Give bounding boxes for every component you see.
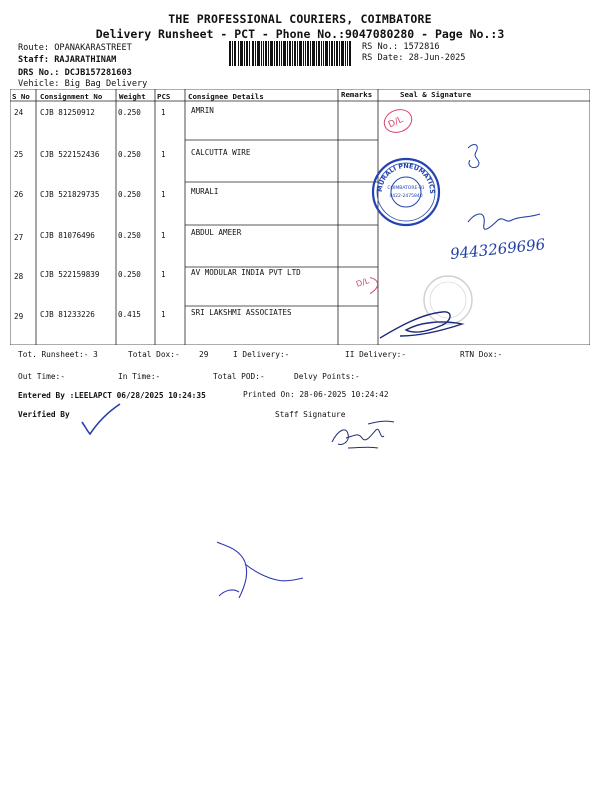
rs-date: RS Date: 28-Jun-2025	[362, 53, 466, 63]
row-consignee: MURALI	[191, 187, 219, 196]
signature-mark	[468, 214, 540, 229]
signature-mark	[468, 145, 479, 168]
company-stamp	[373, 159, 439, 225]
col-header-remarks: Remarks	[341, 90, 373, 99]
out-time: Out Time:-	[18, 372, 65, 381]
row-sno: 28	[14, 272, 24, 281]
in-time: In Time:-	[118, 372, 161, 381]
row-consignment: CJB 522159839	[40, 270, 100, 279]
rtn-dox: RTN Dox:-	[460, 350, 503, 359]
col-header-consignment: Consignment No	[40, 92, 103, 101]
col-header-pcs: PCS	[157, 92, 171, 101]
row-consignment: CJB 521829735	[40, 190, 100, 199]
col-header-sno: S No	[12, 92, 30, 101]
staff-signature-label: Staff Signature	[275, 410, 346, 419]
row-consignment: CJB 81250912	[40, 108, 95, 117]
row-weight: 0.250	[118, 190, 141, 199]
row-weight: 0.250	[118, 231, 141, 240]
rs-number: RS No.: 1572816	[362, 42, 440, 52]
handwritten-phone: 9443269696	[449, 235, 547, 264]
row-weight: 0.250	[118, 150, 141, 159]
svg-text:D/L: D/L	[386, 115, 405, 131]
row-consignment: CJB 81233226	[40, 310, 95, 319]
svg-text:MURALI PNEUMATICS: MURALI PNEUMATICS	[375, 161, 437, 194]
signature-mark	[380, 312, 462, 338]
document-subtitle: Delivery Runsheet - PCT - Phone No.:9047080280 - Page No.:3	[95, 27, 505, 41]
total-runsheet: Tot. Runsheet:- 3	[18, 350, 98, 359]
row-weight: 0.250	[118, 108, 141, 117]
row-sno: 27	[14, 233, 24, 242]
row-sno: 29	[14, 312, 24, 321]
vehicle-label: Vehicle: Big Bag Delivery	[18, 79, 148, 89]
svg-text:0422-2475840: 0422-2475840	[389, 194, 423, 199]
row-consignment: CJB 522152436	[40, 150, 100, 159]
drs-number: DRS No.: DCJB157281603	[18, 68, 132, 78]
row-weight: 0.250	[118, 270, 141, 279]
entered-by: Entered By :LEELAPCT 06/28/2025 10:24:35	[18, 391, 206, 400]
col-header-consignee: Consignee Details	[188, 92, 264, 101]
row-consignee: AV MODULAR INDIA PVT LTD	[191, 268, 301, 277]
row-pcs: 1	[161, 231, 166, 240]
route-label: Route: OPANAKARASTREET	[18, 43, 132, 53]
document-title: THE PROFESSIONAL COURIERS, COIMBATORE	[168, 12, 432, 26]
total-dox-label: Total Dox:-	[128, 350, 180, 359]
staff-signature-mark	[328, 418, 398, 452]
row-consignee: AMRIN	[191, 106, 214, 115]
svg-text:COIMBATORE-01: COIMBATORE-01	[387, 186, 425, 191]
row-sno: 26	[14, 190, 24, 199]
pen-scribble-mark	[205, 538, 305, 608]
row-pcs: 1	[161, 310, 166, 319]
col-header-weight: Weight	[119, 92, 146, 101]
row-consignee: SRI LAKSHMI ASSOCIATES	[191, 308, 292, 317]
staff-label: Staff: RAJARATHINAM	[18, 55, 117, 65]
ii-delivery: II Delivery:-	[345, 350, 407, 359]
dl-red-mark	[370, 274, 380, 300]
row-pcs: 1	[161, 150, 166, 159]
row-pcs: 1	[161, 270, 166, 279]
dl-red-text: D/L	[354, 276, 371, 289]
row-consignee: ABDUL AMEER	[191, 228, 242, 237]
row-pcs: 1	[161, 108, 166, 117]
col-header-seal: Seal & Signature	[400, 90, 472, 99]
row-pcs: 1	[161, 190, 166, 199]
total-dox-value: 29	[199, 350, 209, 359]
row-weight: 0.415	[118, 310, 141, 319]
faint-stamp	[424, 276, 472, 324]
barcode-icon	[229, 41, 351, 66]
row-sno: 25	[14, 150, 24, 159]
row-consignee: CALCUTTA WIRE	[191, 148, 251, 157]
dl-red-mark	[381, 106, 415, 136]
seal-signature-area	[370, 100, 590, 345]
row-sno: 24	[14, 108, 24, 117]
row-consignment: CJB 81076496	[40, 231, 95, 240]
i-delivery: I Delivery:-	[233, 350, 290, 359]
printed-on: Printed On: 28-06-2025 10:24:42	[243, 390, 389, 399]
verified-tick-mark	[80, 402, 140, 438]
delvy-points: Delvy Points:-	[294, 372, 360, 381]
verified-by: Verified By	[18, 410, 70, 419]
total-pod: Total POD:-	[213, 372, 265, 381]
